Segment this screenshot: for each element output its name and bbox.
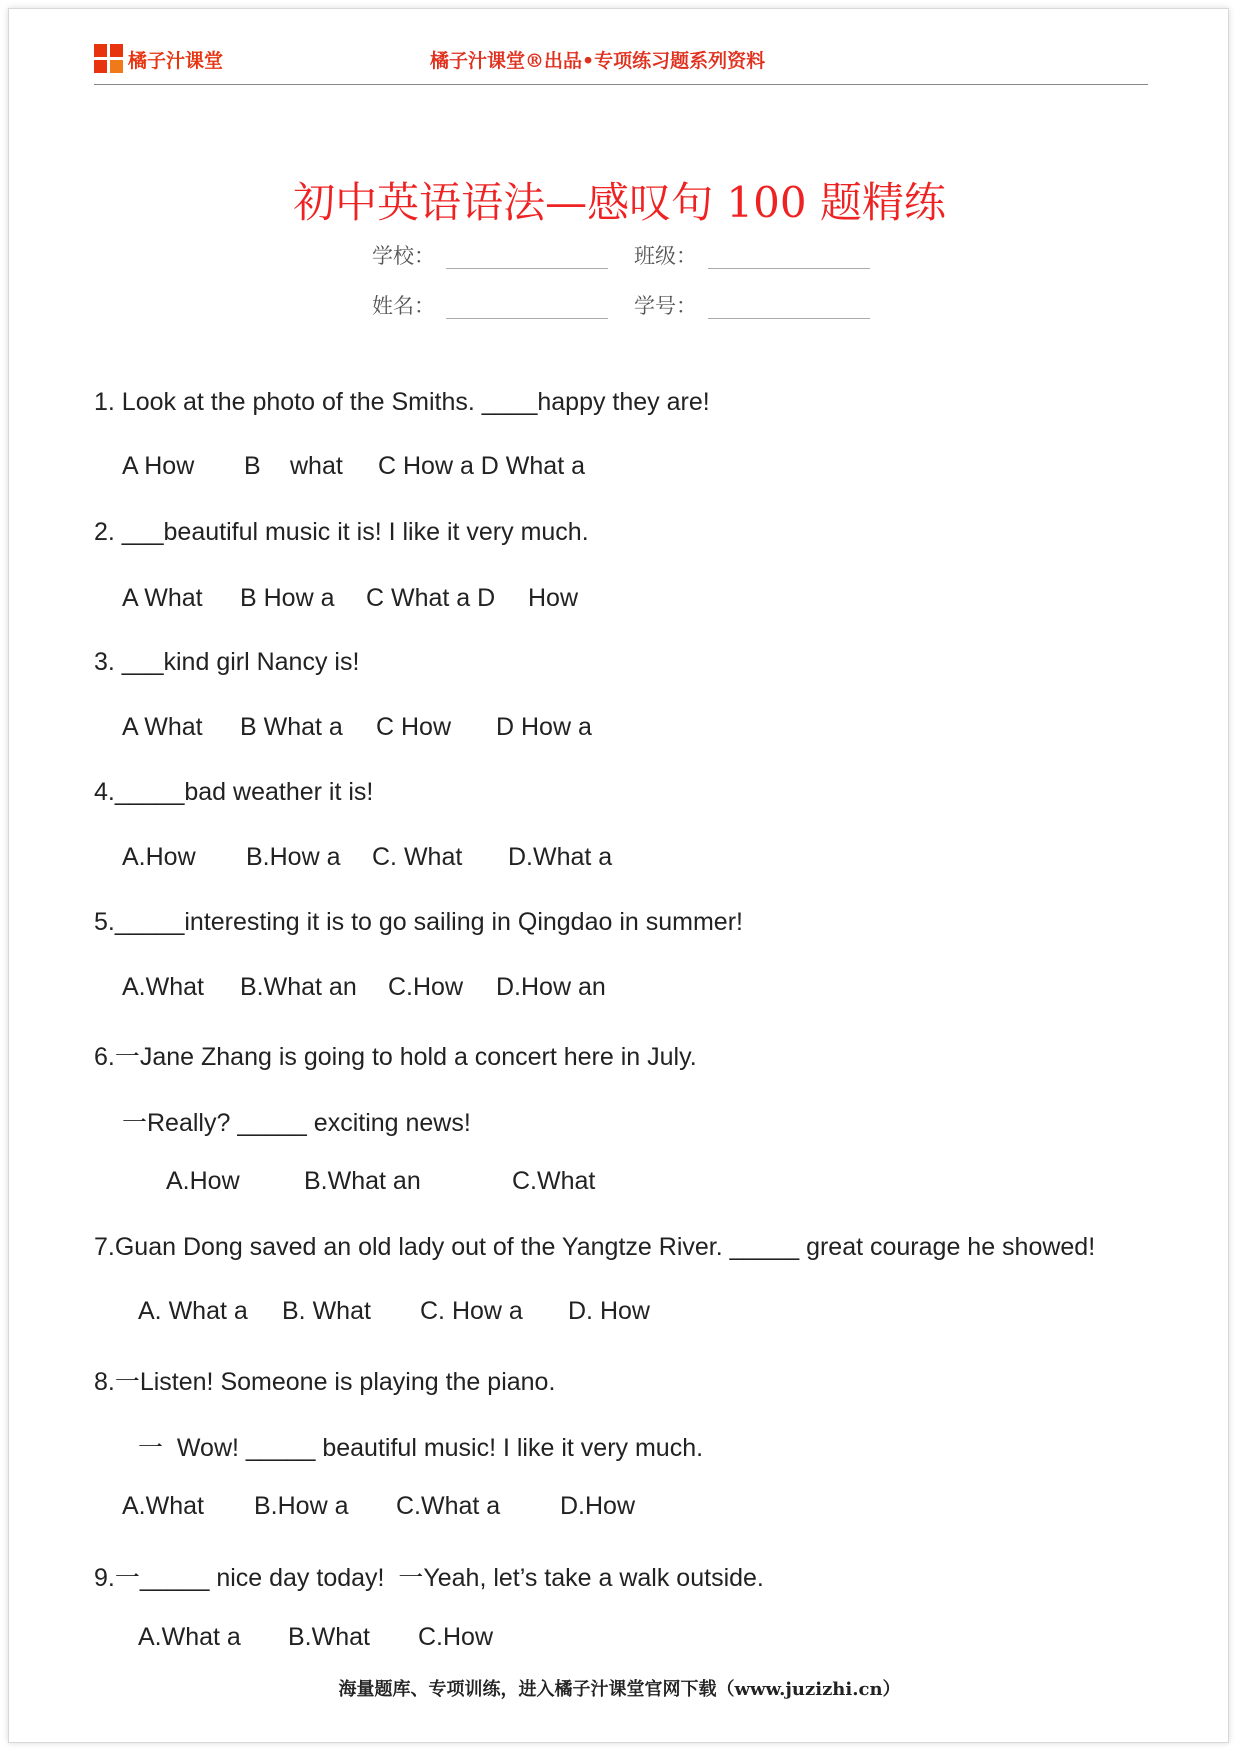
logo bbox=[94, 44, 223, 74]
option: C How a D What a bbox=[378, 452, 586, 480]
option: B.What an bbox=[240, 973, 357, 1001]
option: C.How bbox=[418, 1623, 494, 1651]
number-label: 学号： bbox=[634, 294, 697, 318]
option: A.What bbox=[122, 973, 204, 1001]
page-frame bbox=[8, 8, 1229, 1743]
question-3: 3. ___kind girl Nancy is! bbox=[94, 648, 360, 676]
question-8-reply: 一 Wow! _____ beautiful music! I like it very much. bbox=[138, 1434, 704, 1462]
question-8: 8.一Listen! Someone is playing the piano. bbox=[94, 1368, 556, 1396]
question-7: 7.Guan Dong saved an old lady out of the Yangtze River. _____ great courage he showed! bbox=[94, 1233, 1096, 1261]
school-field bbox=[372, 240, 435, 270]
option: B.What an bbox=[304, 1167, 421, 1195]
question-2: 2. ___beautiful music it is! I like it very much. bbox=[94, 518, 589, 546]
option: C. How a bbox=[420, 1297, 523, 1325]
option: D.What a bbox=[508, 843, 613, 871]
option: A. What a bbox=[138, 1297, 248, 1325]
page-footer: 海量题库、专项训练，进入橘子汁课堂官网下载（www.juzizhi.cn） bbox=[338, 1679, 901, 1700]
option: C. What bbox=[372, 843, 463, 871]
option: C.What a bbox=[396, 1492, 501, 1520]
option: A What bbox=[122, 584, 203, 612]
option: D. How bbox=[568, 1297, 650, 1325]
option: A.What bbox=[122, 1492, 204, 1520]
option: C What a D bbox=[366, 584, 496, 612]
name-blank-line bbox=[446, 318, 608, 319]
option: A.How bbox=[122, 843, 196, 871]
question-1: 1. Look at the photo of the Smiths. ____happy they are! bbox=[94, 388, 710, 416]
document-title: 初中英语语法—感叹句 100 题精练 bbox=[293, 178, 946, 227]
option: A.What a bbox=[138, 1623, 241, 1651]
class-label: 班级： bbox=[634, 244, 697, 268]
question-6: 6.一Jane Zhang is going to hold a concert here in July. bbox=[94, 1043, 697, 1071]
option: A.How bbox=[166, 1167, 240, 1195]
option: D.How an bbox=[496, 973, 606, 1001]
class-blank-line bbox=[708, 268, 870, 269]
option: A How bbox=[122, 452, 195, 480]
number-blank-line bbox=[708, 318, 870, 319]
school-label: 学校： bbox=[372, 244, 435, 268]
number-field bbox=[634, 290, 697, 320]
question-6-reply: 一Really? _____ exciting news! bbox=[122, 1109, 471, 1137]
header-title: 橘子汁课堂®出品•专项练习题系列资料 bbox=[430, 50, 766, 72]
option: C How bbox=[376, 713, 452, 741]
option: A What bbox=[122, 713, 203, 741]
option: How bbox=[528, 584, 579, 612]
option: B.How a bbox=[246, 843, 341, 871]
option: C.How bbox=[388, 973, 464, 1001]
option: D How a bbox=[496, 713, 592, 741]
option: what bbox=[290, 452, 343, 480]
option: B How a bbox=[240, 584, 335, 612]
option: B.What bbox=[288, 1623, 370, 1651]
option: B bbox=[244, 452, 261, 480]
question-4: 4._____bad weather it is! bbox=[94, 778, 374, 806]
page-header bbox=[94, 40, 1148, 85]
option: D.How bbox=[560, 1492, 636, 1520]
option: C.What bbox=[512, 1167, 596, 1195]
name-label: 姓名： bbox=[372, 294, 435, 318]
class-field bbox=[634, 240, 697, 270]
option: B. What bbox=[282, 1297, 371, 1325]
school-blank-line bbox=[446, 268, 608, 269]
question-5: 5._____interesting it is to go sailing in Qingdao in summer! bbox=[94, 908, 743, 936]
name-field bbox=[372, 290, 435, 320]
option: B.How a bbox=[254, 1492, 349, 1520]
question-9: 9.一_____ nice day today! 一Yeah, let’s take a walk outside. bbox=[94, 1564, 764, 1592]
logo-icon bbox=[94, 44, 124, 74]
logo-text: 橘子汁课堂 bbox=[128, 49, 224, 72]
option: B What a bbox=[240, 713, 343, 741]
